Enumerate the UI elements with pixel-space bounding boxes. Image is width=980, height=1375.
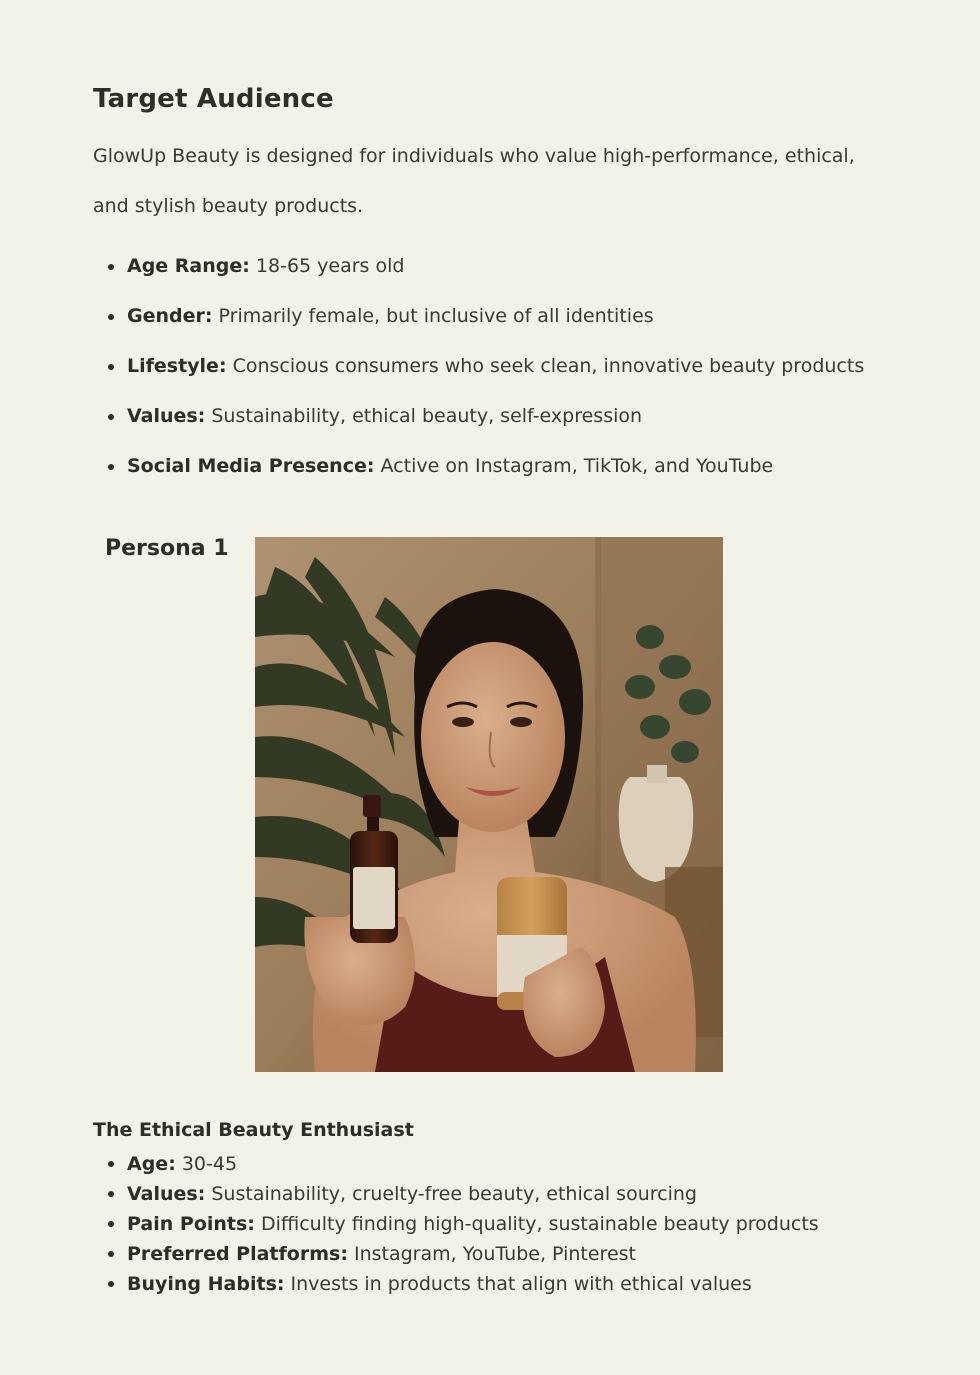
audience-list: [93, 254, 893, 504]
item-value: Sustainability, cruelty-free beauty, ethical sourcing: [211, 1183, 697, 1205]
list-item: [93, 454, 893, 479]
item-value: 18-65 years old: [255, 255, 405, 277]
persona-details-list: [93, 1149, 893, 1299]
section-title: Target Audience: [93, 84, 334, 114]
item-label: Age Range:: [127, 255, 250, 277]
list-item: [93, 1239, 893, 1269]
item-label: Values:: [127, 1183, 206, 1205]
persona-heading: Persona 1: [105, 536, 229, 561]
item-value: Instagram, YouTube, Pinterest: [353, 1243, 636, 1265]
list-item: [93, 1179, 893, 1209]
list-item: [93, 404, 893, 429]
item-value: Difficulty finding high-quality, sustainable beauty products: [260, 1213, 819, 1235]
item-label: Gender:: [127, 305, 213, 327]
item-value: Active on Instagram, TikTok, and YouTube: [380, 455, 774, 477]
list-item: [93, 304, 893, 329]
list-item: [93, 354, 893, 379]
item-label: Values:: [127, 405, 206, 427]
list-item: [93, 1269, 893, 1299]
item-label: Preferred Platforms:: [127, 1243, 348, 1265]
list-item: [93, 254, 893, 279]
item-label: Buying Habits:: [127, 1273, 285, 1295]
list-item: [93, 1209, 893, 1239]
item-value: Conscious consumers who seek clean, innovative beauty products: [232, 355, 865, 377]
persona-name: The Ethical Beauty Enthusiast: [93, 1119, 414, 1141]
item-label: Pain Points:: [127, 1213, 255, 1235]
item-label: Age:: [127, 1153, 176, 1175]
item-value: 30-45: [181, 1153, 238, 1175]
list-item: [93, 1149, 893, 1179]
persona-photo: [255, 537, 723, 1072]
item-label: Social Media Presence:: [127, 455, 375, 477]
item-value: Invests in products that align with ethical values: [290, 1273, 752, 1295]
intro-paragraph: GlowUp Beauty is designed for individuals who value high-performance, ethical, and stylish beauty products.: [93, 145, 855, 217]
item-value: Primarily female, but inclusive of all identities: [218, 305, 654, 327]
item-label: Lifestyle:: [127, 355, 227, 377]
item-value: Sustainability, ethical beauty, self-expression: [211, 405, 643, 427]
